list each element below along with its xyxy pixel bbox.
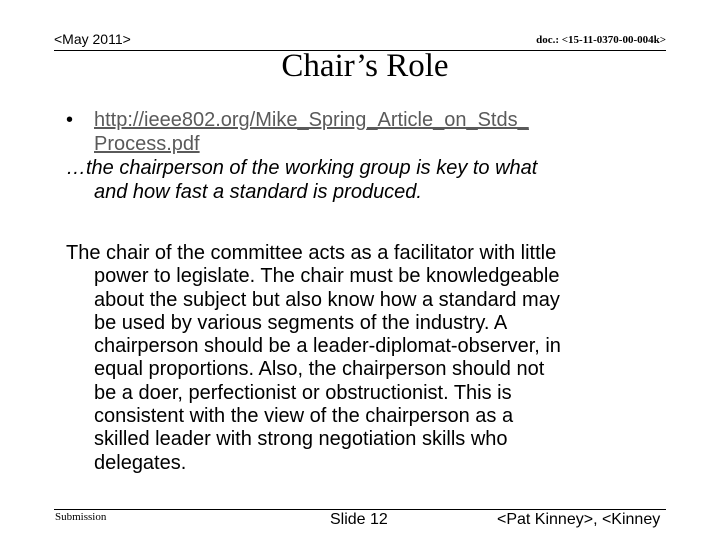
- footer-submission: Submission: [55, 511, 107, 523]
- paragraph-line: The chair of the committee acts as a facilitator with little: [66, 242, 557, 264]
- article-link-line1[interactable]: http://ieee802.org/Mike_Spring_Article_on_Stds_: [94, 109, 529, 131]
- paragraph-line: about the subject but also know how a standard may: [94, 288, 560, 311]
- article-link-line2[interactable]: Process.pdf: [94, 133, 200, 155]
- bullet-dot-icon: •: [66, 109, 74, 131]
- paragraph-line: power to legislate. The chair must be knowledgeable: [94, 265, 560, 288]
- footer-author: <Pat Kinney>, <Kinney: [497, 511, 661, 528]
- footer-divider: [54, 509, 666, 510]
- quote-text: [66, 156, 666, 204]
- paragraph-line: skilled leader with strong negotiation skills who: [94, 428, 508, 451]
- footer-slide-number: Slide 12: [330, 511, 388, 528]
- paragraph-line: chairperson should be a leader-diplomat-observer, in: [94, 335, 561, 358]
- header-doc-number: doc.: <15-11-0370-00-004k>: [536, 34, 666, 46]
- quote-line1: …the chairperson of the working group is key to what: [66, 157, 538, 179]
- quote-line2: and how fast a standard is produced.: [94, 181, 422, 203]
- paragraph-line: equal proportions. Also, the chairperson should not: [94, 358, 545, 381]
- paragraph-line: be a doer, perfectionist or obstructionist. This is: [94, 381, 512, 404]
- article-link[interactable]: [94, 108, 529, 156]
- bullet-block: [66, 108, 666, 204]
- header-date: <May 2011>: [54, 31, 131, 47]
- paragraph-line: be used by various segments of the industry. A: [94, 311, 508, 334]
- paragraph-line: delegates.: [94, 451, 187, 474]
- slide-title: Chair’s Role: [281, 48, 449, 84]
- bullet-item: [66, 108, 666, 156]
- body-paragraph: [66, 242, 666, 475]
- paragraph-line: consistent with the view of the chairperson as a: [94, 405, 514, 428]
